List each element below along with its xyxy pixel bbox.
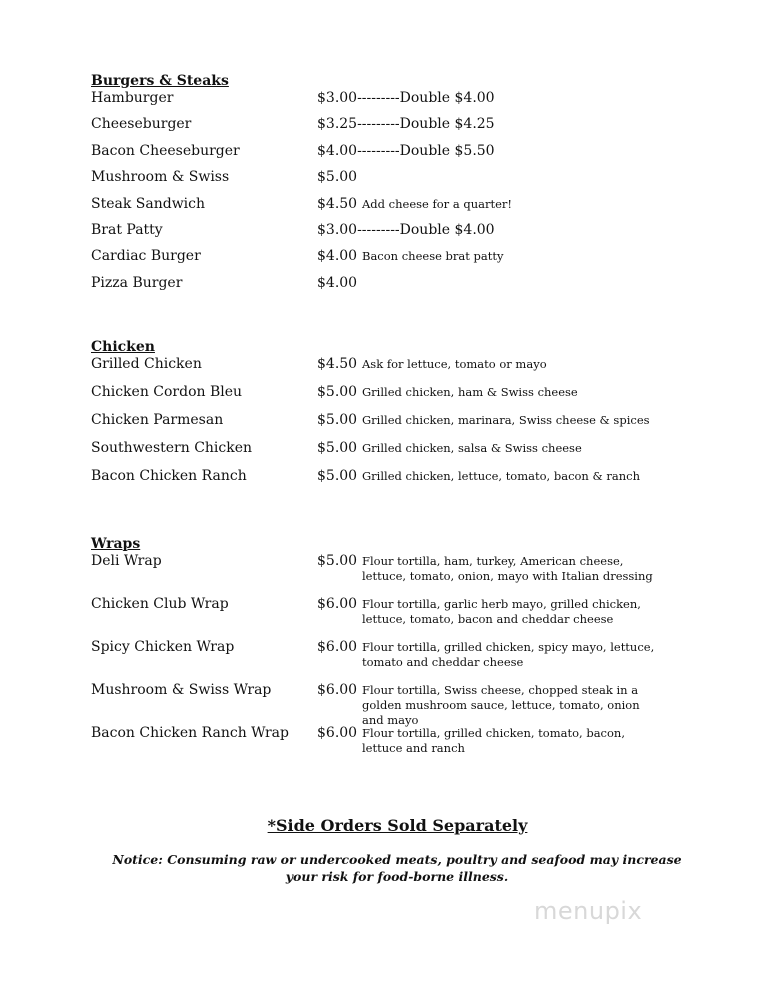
item-price: $4.00 xyxy=(317,275,358,291)
section-chicken xyxy=(91,339,731,495)
item-name: Deli Wrap xyxy=(91,553,162,569)
item-name: Hamburger xyxy=(91,90,174,106)
item-name: Cardiac Burger xyxy=(91,248,201,264)
item-price: $4.50 xyxy=(317,356,358,372)
item-price: $5.00 xyxy=(317,468,358,484)
menu-item xyxy=(91,681,731,727)
item-name: Southwestern Chicken xyxy=(91,440,253,456)
item-price: $5.00 xyxy=(317,412,358,428)
menu-item xyxy=(91,195,731,221)
section-title-wraps: Wraps xyxy=(91,536,141,552)
item-note: Flour tortilla, ham, turkey, American cheese, lettuce, tomato, onion, mayo with Italian dressing xyxy=(362,554,653,583)
item-price: $6.00 xyxy=(317,596,358,612)
item-note: Grilled chicken, marinara, Swiss cheese & spices xyxy=(362,413,650,427)
item-name: Chicken Club Wrap xyxy=(91,596,229,612)
item-name: Bacon Chicken Ranch xyxy=(91,468,247,484)
item-name: Bacon Chicken Ranch Wrap xyxy=(91,725,289,741)
menu-item xyxy=(91,724,731,767)
item-price: $3.00---------Double $4.00 xyxy=(317,90,495,106)
item-name: Cheeseburger xyxy=(91,116,192,132)
item-price: $4.00---------Double $5.50 xyxy=(317,143,495,159)
item-price: $5.00 xyxy=(317,384,358,400)
item-name: Chicken Parmesan xyxy=(91,412,224,428)
item-price: $3.00---------Double $4.00 xyxy=(317,222,495,238)
menu-item xyxy=(91,89,731,115)
item-price: $6.00 xyxy=(317,725,358,741)
menu-item xyxy=(91,467,731,495)
menu-item xyxy=(91,274,731,300)
item-price: $4.00 xyxy=(317,248,358,264)
menu-item xyxy=(91,595,731,638)
item-price: $6.00 xyxy=(317,682,358,698)
side-orders-heading: *Side Orders Sold Separately xyxy=(267,816,528,835)
item-note: Flour tortilla, grilled chicken, tomato, bacon, lettuce and ranch xyxy=(362,726,625,755)
item-note: Add cheese for a quarter! xyxy=(362,197,513,211)
menu-item xyxy=(91,221,731,247)
item-note: Flour tortilla, grilled chicken, spicy mayo, lettuce, tomato and cheddar cheese xyxy=(362,640,655,669)
item-note: Grilled chicken, ham & Swiss cheese xyxy=(362,385,578,399)
menu-item xyxy=(91,439,731,467)
menu-item xyxy=(91,168,731,195)
item-name: Steak Sandwich xyxy=(91,196,206,212)
item-name: Pizza Burger xyxy=(91,275,183,291)
item-note: Flour tortilla, garlic herb mayo, grilled chicken, lettuce, tomato, bacon and cheddar cheese xyxy=(362,597,641,626)
menu-item xyxy=(91,355,731,383)
section-burgers xyxy=(91,73,731,300)
menu-item xyxy=(91,247,731,274)
item-note: Ask for lettuce, tomato or mayo xyxy=(362,357,547,371)
item-price: $5.00 xyxy=(317,553,358,569)
item-price: $5.00 xyxy=(317,440,358,456)
item-name: Brat Patty xyxy=(91,222,163,238)
section-title-burgers: Burgers & Steaks xyxy=(91,73,229,89)
item-note: Grilled chicken, lettuce, tomato, bacon & ranch xyxy=(362,469,640,483)
item-name: Bacon Cheeseburger xyxy=(91,143,240,159)
item-price: $5.00 xyxy=(317,169,358,185)
menu-item xyxy=(91,115,731,142)
item-note: Flour tortilla, Swiss cheese, chopped steak in a golden mushroom sauce, lettuce, tomato, onion and mayo xyxy=(362,683,640,727)
watermark-logo: menupix xyxy=(534,897,643,925)
item-note: Grilled chicken, salsa & Swiss cheese xyxy=(362,441,582,455)
food-safety-notice: Notice: Consuming raw or undercooked meats, poultry and seafood may increase your risk for food-borne illness. xyxy=(112,852,682,884)
item-name: Grilled Chicken xyxy=(91,356,202,372)
item-name: Mushroom & Swiss Wrap xyxy=(91,682,272,698)
item-price: $6.00 xyxy=(317,639,358,655)
item-price: $3.25---------Double $4.25 xyxy=(317,116,495,132)
menu-item xyxy=(91,638,731,681)
menu-item xyxy=(91,142,731,168)
item-note: Bacon cheese brat patty xyxy=(362,249,504,263)
item-name: Mushroom & Swiss xyxy=(91,169,230,185)
menu-item xyxy=(91,411,731,439)
menu-item xyxy=(91,552,731,595)
item-name: Spicy Chicken Wrap xyxy=(91,639,235,655)
item-name: Chicken Cordon Bleu xyxy=(91,384,243,400)
section-title-chicken: Chicken xyxy=(91,339,155,355)
section-wraps xyxy=(91,536,731,767)
menu-item xyxy=(91,383,731,411)
item-price: $4.50 xyxy=(317,196,358,212)
